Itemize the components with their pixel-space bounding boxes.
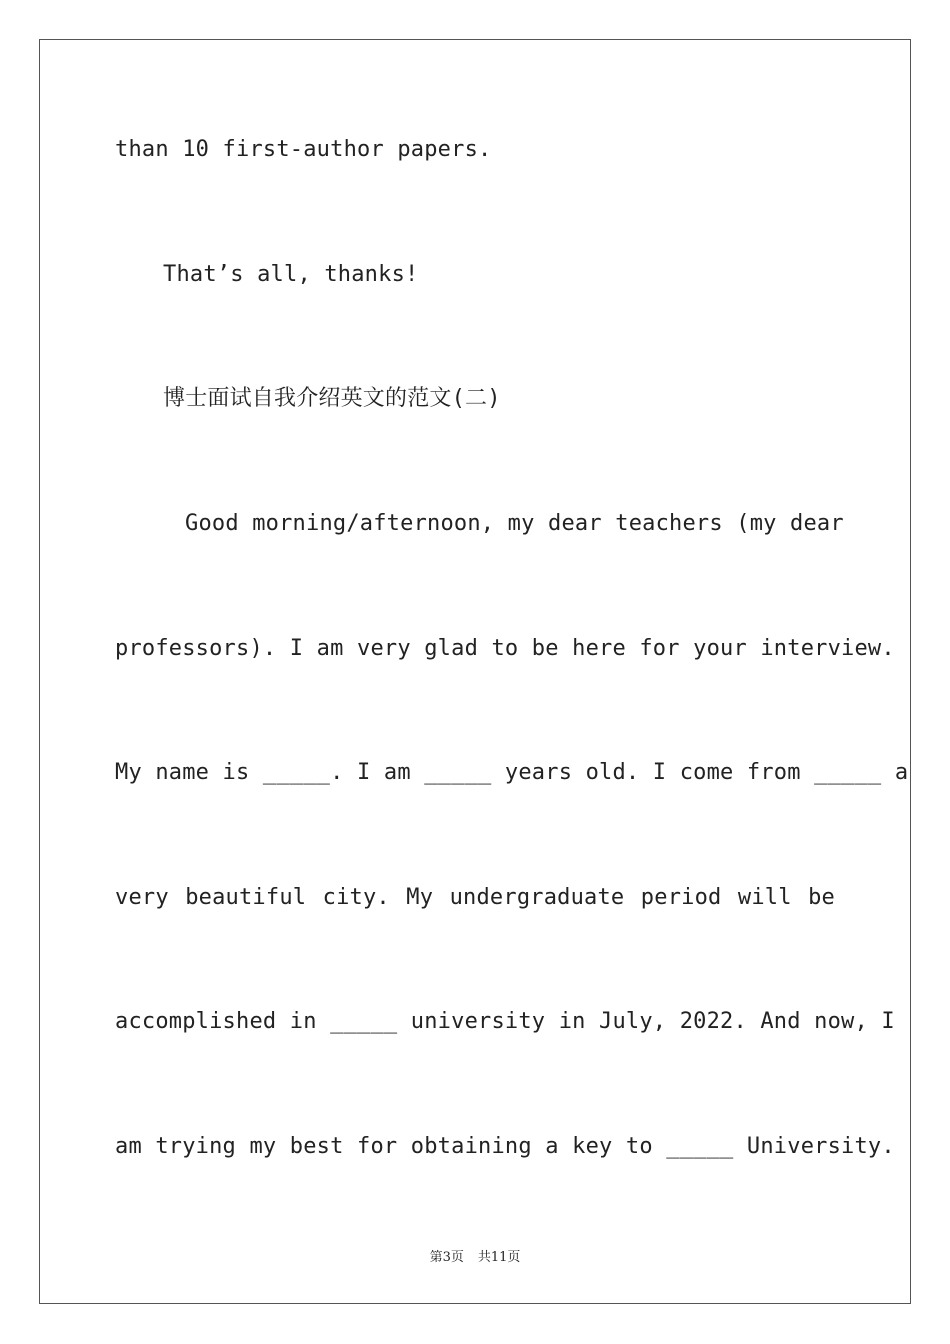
paragraph-line: accomplished in _____ university in July, 2022. And now, I xyxy=(115,1009,895,1034)
page-border xyxy=(39,39,911,1304)
page-footer xyxy=(0,1246,950,1265)
section-heading: 博士面试自我介绍英文的范文(二) xyxy=(163,386,501,411)
paragraph-line: Good morning/afternoon, my dear teachers (my dear xyxy=(185,511,844,536)
paragraph-line: My name is _____. I am _____ years old. I come from _____ a xyxy=(115,760,909,785)
paragraph-line: professors). I am very glad to be here for your interview. xyxy=(115,636,895,661)
page-number: 第3页 xyxy=(429,1250,464,1265)
paragraph-line: am trying my best for obtaining a key to _____ University. xyxy=(115,1134,895,1159)
paragraph-line: very beautiful city. My undergraduate period will be xyxy=(115,885,835,910)
paragraph-line: than 10 first-author papers. xyxy=(115,137,492,162)
paragraph-line: That’s all, thanks! xyxy=(163,262,419,287)
page-total: 共11页 xyxy=(477,1250,521,1265)
